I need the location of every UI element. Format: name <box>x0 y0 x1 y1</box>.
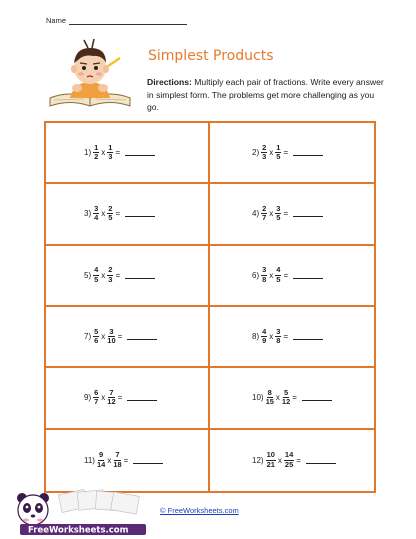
times-sign: x <box>269 209 274 219</box>
denominator: 25 <box>284 459 294 469</box>
numerator: 3 <box>109 326 114 336</box>
answer-blank[interactable] <box>293 149 323 156</box>
problem <box>84 266 155 284</box>
numerator: 2 <box>262 142 267 152</box>
equals-sign: = <box>283 148 289 158</box>
fraction-a <box>261 144 267 162</box>
problem-grid <box>44 121 376 493</box>
problem-cell <box>210 246 374 307</box>
numerator: 7 <box>115 450 120 460</box>
answer-blank[interactable] <box>127 333 157 340</box>
fraction-b <box>284 451 294 469</box>
problem-cell <box>46 307 210 368</box>
fraction-a <box>97 451 105 469</box>
numerator: 4 <box>276 265 281 275</box>
denominator: 7 <box>262 213 267 223</box>
problem-cell <box>46 123 210 184</box>
fraction-a <box>261 266 267 284</box>
answer-blank[interactable] <box>125 272 155 279</box>
fraction-a <box>261 205 267 223</box>
numerator: 4 <box>262 326 267 336</box>
problem <box>84 451 163 469</box>
problem-cell <box>210 184 374 245</box>
equals-sign: = <box>283 209 289 219</box>
problem-cell <box>210 368 374 429</box>
equals-sign: = <box>123 455 129 465</box>
problem-number: 1) <box>84 148 92 158</box>
answer-blank[interactable] <box>302 394 332 401</box>
numerator: 10 <box>266 450 275 460</box>
denominator: 5 <box>276 213 281 223</box>
times-sign: x <box>269 148 274 158</box>
denominator: 7 <box>94 397 99 407</box>
denominator: 12 <box>281 397 291 407</box>
problem-cell <box>46 246 210 307</box>
directions-text: Multiply each pair of fractions. Write every answer in simplest form. The problems get more challenging as you go. <box>147 77 384 113</box>
numerator: 3 <box>94 203 99 213</box>
answer-blank[interactable] <box>125 149 155 156</box>
name-line[interactable] <box>69 16 187 25</box>
numerator: 6 <box>94 387 99 397</box>
denominator: 2 <box>94 152 99 162</box>
problem-cell <box>46 430 210 491</box>
times-sign: x <box>277 455 282 465</box>
answer-blank[interactable] <box>293 272 323 279</box>
numerator: 3 <box>276 203 281 213</box>
problem-cell <box>210 430 374 491</box>
fraction-a <box>266 389 274 407</box>
problem-number: 9) <box>84 393 92 403</box>
fraction-a <box>93 389 99 407</box>
denominator: 8 <box>276 336 281 346</box>
times-sign: x <box>101 332 106 342</box>
fraction-b <box>275 328 281 346</box>
fraction-b <box>275 144 281 162</box>
fraction-b <box>107 266 113 284</box>
times-sign: x <box>269 270 274 280</box>
problem <box>84 205 155 223</box>
equals-sign: = <box>115 209 121 219</box>
numerator: 9 <box>99 450 104 460</box>
numerator: 2 <box>108 203 113 213</box>
denominator: 10 <box>107 336 116 346</box>
fraction-b <box>113 451 121 469</box>
problem <box>84 389 157 407</box>
numerator: 1 <box>108 142 113 152</box>
numerator: 3 <box>276 326 281 336</box>
fraction-b <box>107 328 115 346</box>
problem-cell <box>46 184 210 245</box>
denominator: 5 <box>276 274 281 284</box>
equals-sign: = <box>296 455 301 465</box>
fraction-b <box>107 144 113 162</box>
numerator: 4 <box>94 265 99 275</box>
answer-blank[interactable] <box>293 210 323 217</box>
fraction-a <box>266 451 276 469</box>
numerator: 5 <box>283 387 289 397</box>
equals-sign: = <box>117 332 123 342</box>
denominator: 12 <box>107 397 116 407</box>
denominator: 3 <box>108 274 113 284</box>
directions <box>147 76 385 114</box>
fraction-b <box>275 205 281 223</box>
numerator: 1 <box>94 142 99 152</box>
times-sign: x <box>101 148 106 158</box>
problem-number: 7) <box>84 332 92 342</box>
denominator: 5 <box>276 152 281 162</box>
denominator: 15 <box>265 397 274 407</box>
denominator: 5 <box>94 274 99 284</box>
fraction-b <box>107 205 113 223</box>
times-sign: x <box>107 455 112 465</box>
problem-number: 4) <box>252 209 260 219</box>
fraction-b <box>275 266 281 284</box>
problem-number: 12) <box>252 455 264 465</box>
problem-number: 11) <box>84 455 95 465</box>
answer-blank[interactable] <box>293 333 323 340</box>
boy-reading-illustration <box>44 36 136 110</box>
problem <box>252 205 323 223</box>
problem-number: 8) <box>252 332 260 342</box>
equals-sign: = <box>117 393 123 403</box>
denominator: 4 <box>94 213 99 223</box>
problem-cell <box>210 123 374 184</box>
fraction-a <box>93 205 99 223</box>
numerator: 1 <box>276 142 281 152</box>
denominator: 18 <box>113 459 122 469</box>
equals-sign: = <box>283 270 289 280</box>
answer-blank[interactable] <box>125 210 155 217</box>
denominator: 14 <box>96 459 106 469</box>
problem-number: 2) <box>252 148 260 158</box>
problem-number: 10) <box>252 393 264 403</box>
denominator: 6 <box>94 336 99 346</box>
logo-text: FreeWorksheets.com <box>28 525 129 536</box>
problem-cell <box>210 307 374 368</box>
problem <box>84 144 155 162</box>
denominator: 21 <box>266 459 275 469</box>
equals-sign: = <box>292 393 297 403</box>
times-sign: x <box>101 209 106 219</box>
equals-sign: = <box>115 270 121 280</box>
equals-sign: = <box>115 148 121 158</box>
name-label: Name <box>46 16 67 25</box>
problem-number: 3) <box>84 209 92 219</box>
problem <box>252 266 323 284</box>
times-sign: x <box>275 393 280 403</box>
problem-cell <box>46 368 210 429</box>
name-field <box>46 16 187 25</box>
problem <box>252 328 323 346</box>
directions-label: Directions: <box>147 77 192 87</box>
numerator: 2 <box>108 265 113 275</box>
freeworksheets-logo <box>8 488 148 536</box>
problem <box>252 389 332 407</box>
numerator: 14 <box>284 450 294 460</box>
denominator: 3 <box>262 152 267 162</box>
numerator: 8 <box>267 387 272 397</box>
numerator: 7 <box>109 387 114 397</box>
numerator: 3 <box>262 265 267 275</box>
problem <box>252 144 323 162</box>
answer-blank[interactable] <box>306 457 336 464</box>
denominator: 8 <box>262 274 267 284</box>
times-sign: x <box>101 270 106 280</box>
fraction-b <box>282 389 290 407</box>
answer-blank[interactable] <box>133 457 163 464</box>
footer-link[interactable]: © FreeWorksheets.com <box>160 506 239 515</box>
fraction-a <box>93 144 99 162</box>
equals-sign: = <box>283 332 289 342</box>
page-title: Simplest Products <box>148 48 274 64</box>
numerator: 2 <box>262 203 267 213</box>
times-sign: x <box>101 393 106 403</box>
problem-number: 5) <box>84 270 92 280</box>
numerator: 5 <box>94 326 99 336</box>
denominator: 9 <box>262 336 267 346</box>
fraction-a <box>93 328 99 346</box>
denominator: 3 <box>108 152 113 162</box>
fraction-b <box>107 389 115 407</box>
problem-number: 6) <box>252 270 260 280</box>
times-sign: x <box>269 332 274 342</box>
problem <box>84 328 157 346</box>
problem <box>252 451 336 469</box>
answer-blank[interactable] <box>127 394 157 401</box>
fraction-a <box>93 266 99 284</box>
denominator: 5 <box>108 213 113 223</box>
fraction-a <box>261 328 267 346</box>
